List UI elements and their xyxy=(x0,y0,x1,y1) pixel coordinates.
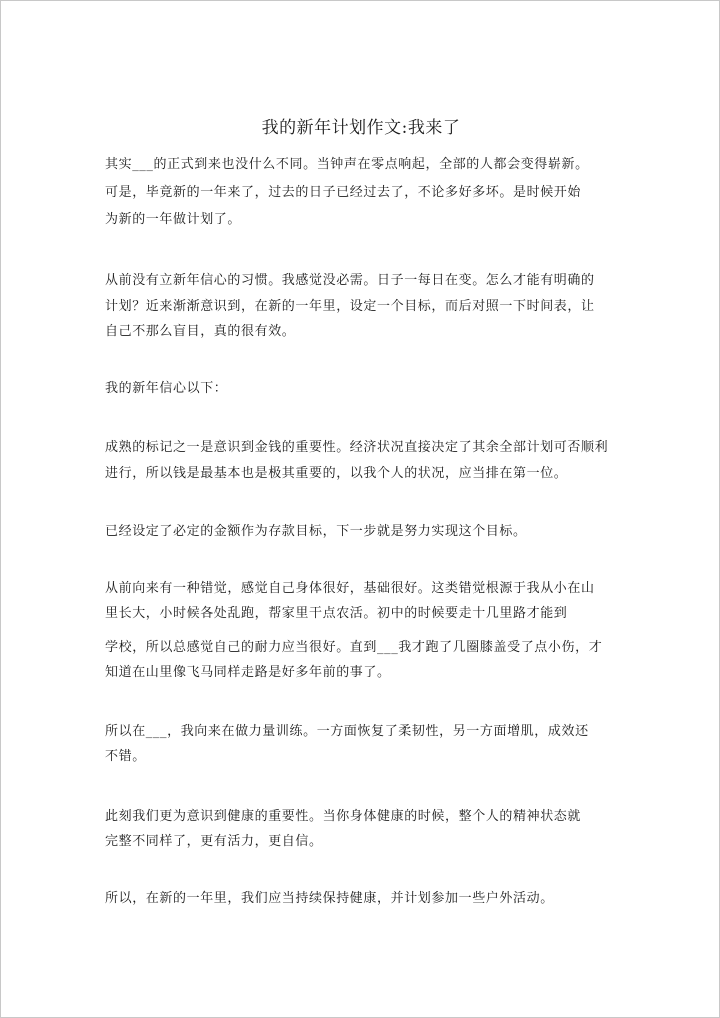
paragraph-line: 自己不那么盲目，真的很有效。 xyxy=(105,324,296,339)
paragraph-line: 学校，所以总感觉自己的耐力应当很好。直到___我才跑了几圈膝盖受了点小伤，才 xyxy=(105,640,603,655)
paragraph-line: 其实___的正式到来也没什么不同。当钟声在零点响起，全部的人都会变得崭新。 xyxy=(105,157,589,172)
paragraph-line: 进行，所以钱是最基本也是极其重要的，以我个人的状况，应当排在第一位。 xyxy=(105,466,568,481)
paragraph-line: 里长大，小时候各处乱跑，帮家里干点农活。初中的时候要走十几里路才能到 xyxy=(105,606,568,621)
document-title: 我的新年计划作文:我来了 xyxy=(261,118,461,138)
paragraph-line: 我的新年信心以下： xyxy=(105,381,228,396)
paragraph-line: 所以在___，我向来在做力量训练。一方面恢复了柔韧性，另一方面增肌，成效还 xyxy=(105,724,589,739)
paragraph-line: 已经设定了必定的金额作为存款目标，下一步就是努力实现这个目标。 xyxy=(105,524,527,539)
paragraph-line: 知道在山里像飞马同样走路是好多年前的事了。 xyxy=(105,665,391,680)
paragraph-line: 此刻我们更为意识到健康的重要性。当你身体健康的时候，整个人的精神状态就 xyxy=(105,809,582,824)
paragraph-line: 完整不同样了，更有活力，更自信。 xyxy=(105,834,323,849)
paragraph-line: 所以，在新的一年里，我们应当持续保持健康，并计划参加一些户外活动。 xyxy=(105,891,554,906)
paragraph-line: 为新的一年做计划了。 xyxy=(105,212,242,227)
paragraph-line: 从前向来有一种错觉，感觉自己身体很好，基础很好。这类错觉根源于我从小在山 xyxy=(105,581,595,596)
paragraph-line: 计划？近来渐渐意识到，在新的一年里，设定一个目标，而后对照一下时间表，让 xyxy=(105,299,595,314)
paragraph-line: 可是，毕竟新的一年来了，过去的日子已经过去了，不论多好多坏。是时候开始 xyxy=(105,185,582,200)
paragraph-line: 不错。 xyxy=(105,749,146,764)
paragraph-line: 成熟的标记之一是意识到金钱的重要性。经济状况直接决定了其余全部计划可否顺利 xyxy=(105,440,609,455)
paragraph-line: 从前没有立新年信心的习惯。我感觉没必需。日子一每日在变。怎么才能有明确的 xyxy=(105,273,595,288)
